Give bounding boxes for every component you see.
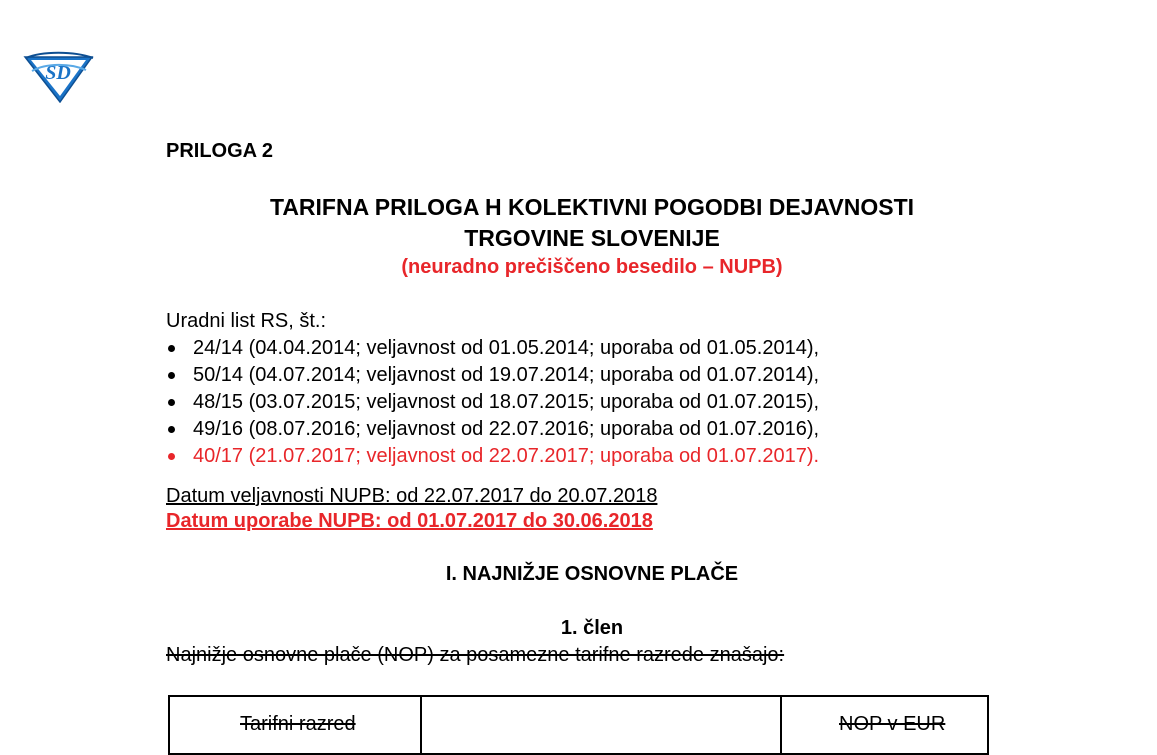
- bullet-icon: [168, 453, 175, 460]
- section-heading: I. NAJNIŽJE OSNOVNE PLAČE: [445, 563, 739, 585]
- bullet-icon: [168, 372, 175, 379]
- struck-intro-text: Najnižje osnovne plače (NOP) za posamezne tarifne razrede znašajo:: [166, 644, 785, 666]
- document-title-line-1: TARIFNA PRILOGA H KOLEKTIVNI POGODBI DEJAVNOSTI: [269, 194, 915, 220]
- bullet-icon: [168, 399, 175, 406]
- list-item: [166, 363, 819, 390]
- usage-date: Datum uporabe NUPB: od 01.07.2017 do 30.06.2018: [166, 510, 653, 532]
- document-title-line-2: TRGOVINE SLOVENIJE: [464, 225, 720, 251]
- table-header-cell: [170, 697, 422, 753]
- svg-text:SD: SD: [45, 62, 71, 84]
- list-item: [166, 390, 819, 417]
- gazette-list: [166, 336, 819, 471]
- list-item: [166, 417, 819, 444]
- salary-table: [168, 695, 989, 755]
- gazette-item-text: 40/17 (21.07.2017; veljavnost od 22.07.2017; uporaba od 01.07.2017).: [193, 445, 820, 467]
- table-header-cell: [782, 697, 987, 753]
- gazette-item-text: 50/14 (04.07.2014; veljavnost od 19.07.2014; uporaba od 01.07.2014),: [193, 364, 820, 386]
- column-header-nop-eur: NOP v EUR: [839, 713, 946, 735]
- validity-date: Datum veljavnosti NUPB: od 22.07.2017 do 20.07.2018: [166, 485, 658, 507]
- bullet-icon: [168, 345, 175, 352]
- gazette-label: Uradni list RS, št.:: [166, 310, 327, 332]
- company-logo: [22, 49, 96, 103]
- column-header-tariff-class: Tarifni razred: [240, 713, 356, 735]
- gazette-item-text: 24/14 (04.04.2014; veljavnost od 01.05.2014; uporaba od 01.05.2014),: [193, 337, 820, 359]
- attachment-label: PRILOGA 2: [166, 140, 274, 162]
- bullet-icon: [168, 426, 175, 433]
- document-subtitle: (neuradno prečiščeno besedilo – NUPB): [401, 256, 783, 278]
- table-header-cell: [422, 697, 782, 753]
- article-heading: 1. člen: [560, 617, 624, 639]
- gazette-item-text: 48/15 (03.07.2015; veljavnost od 18.07.2015; uporaba od 01.07.2015),: [193, 391, 820, 413]
- list-item-highlighted: [166, 444, 819, 471]
- gazette-item-text: 49/16 (08.07.2016; veljavnost od 22.07.2016; uporaba od 01.07.2016),: [193, 418, 820, 440]
- list-item: [166, 336, 819, 363]
